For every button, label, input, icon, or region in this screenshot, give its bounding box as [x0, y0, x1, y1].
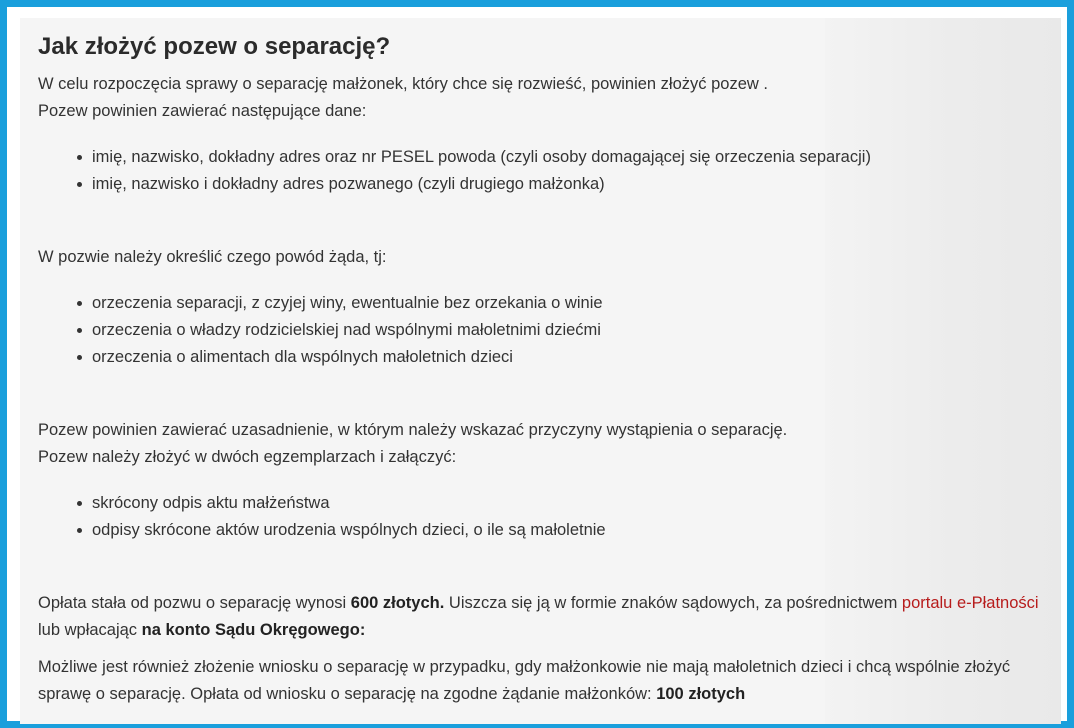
fee-middle: Uiszcza się ją w formie znaków sądowych, za pośrednictwem [444, 594, 902, 612]
intro-line-1: W celu rozpoczęcia sprawy o separację małżonek, który chce się rozwieść, powinien złożyć pozew . [38, 75, 768, 93]
motion-amount: 100 złotych [656, 685, 746, 703]
list-item: odpisy skrócone aktów urodzenia wspólnych dzieci, o ile są małoletnie [92, 517, 1057, 544]
list-item: imię, nazwisko i dokładny adres pozwanego (czyli drugiego małżonka) [92, 171, 1057, 198]
justification-line-2: Pozew należy złożyć w dwóch egzemplarzach i załączyć: [38, 448, 457, 466]
intro-line-2: Pozew powinien zawierać następujące dane: [38, 102, 367, 120]
motion-paragraph [38, 654, 1057, 708]
attachments-list [38, 490, 1057, 544]
fee-after-link: lub wpłacając [38, 621, 142, 639]
motion-text: Możliwe jest również złożenie wniosku o separację w przypadku, gdy małżonkowie nie mają małoletnich dzieci i chcą wspólnie złożyć sprawę o separację. Opłata od wniosku o separację na zgodne żądanie małżonków: [38, 658, 1011, 703]
article-panel [20, 18, 1061, 724]
list-item: imię, nazwisko, dokładny adres oraz nr PESEL powoda (czyli osoby domagającej się orzeczenia separacji) [92, 144, 1057, 171]
fee-paragraph [38, 590, 1057, 644]
list-item: orzeczenia separacji, z czyjej winy, ewentualnie bez orzekania o winie [92, 290, 1057, 317]
article-content [38, 31, 1057, 708]
justification-line-1: Pozew powinien zawierać uzasadnienie, w którym należy wskazać przyczyny wystąpienia o separację. [38, 421, 788, 439]
demands-list [38, 290, 1057, 371]
list-item: skrócony odpis aktu małżeństwa [92, 490, 1057, 517]
court-account-label: na konto Sądu Okręgowego: [141, 621, 366, 639]
fee-prefix: Opłata stała od pozwu o separację wynosi [38, 594, 351, 612]
required-data-list [38, 144, 1057, 198]
fee-amount: 600 złotych. [350, 594, 445, 612]
article-title: Jak złożyć pozew o separację? [38, 33, 391, 60]
list-item: orzeczenia o władzy rodzicielskiej nad wspólnymi małoletnimi dziećmi [92, 317, 1057, 344]
demands-intro: W pozwie należy określić czego powód żąda, tj: [38, 248, 387, 266]
list-item: orzeczenia o alimentach dla wspólnych małoletnich dzieci [92, 344, 1057, 371]
e-platnosci-portal-link[interactable]: portalu e-Płatności [901, 594, 1039, 612]
